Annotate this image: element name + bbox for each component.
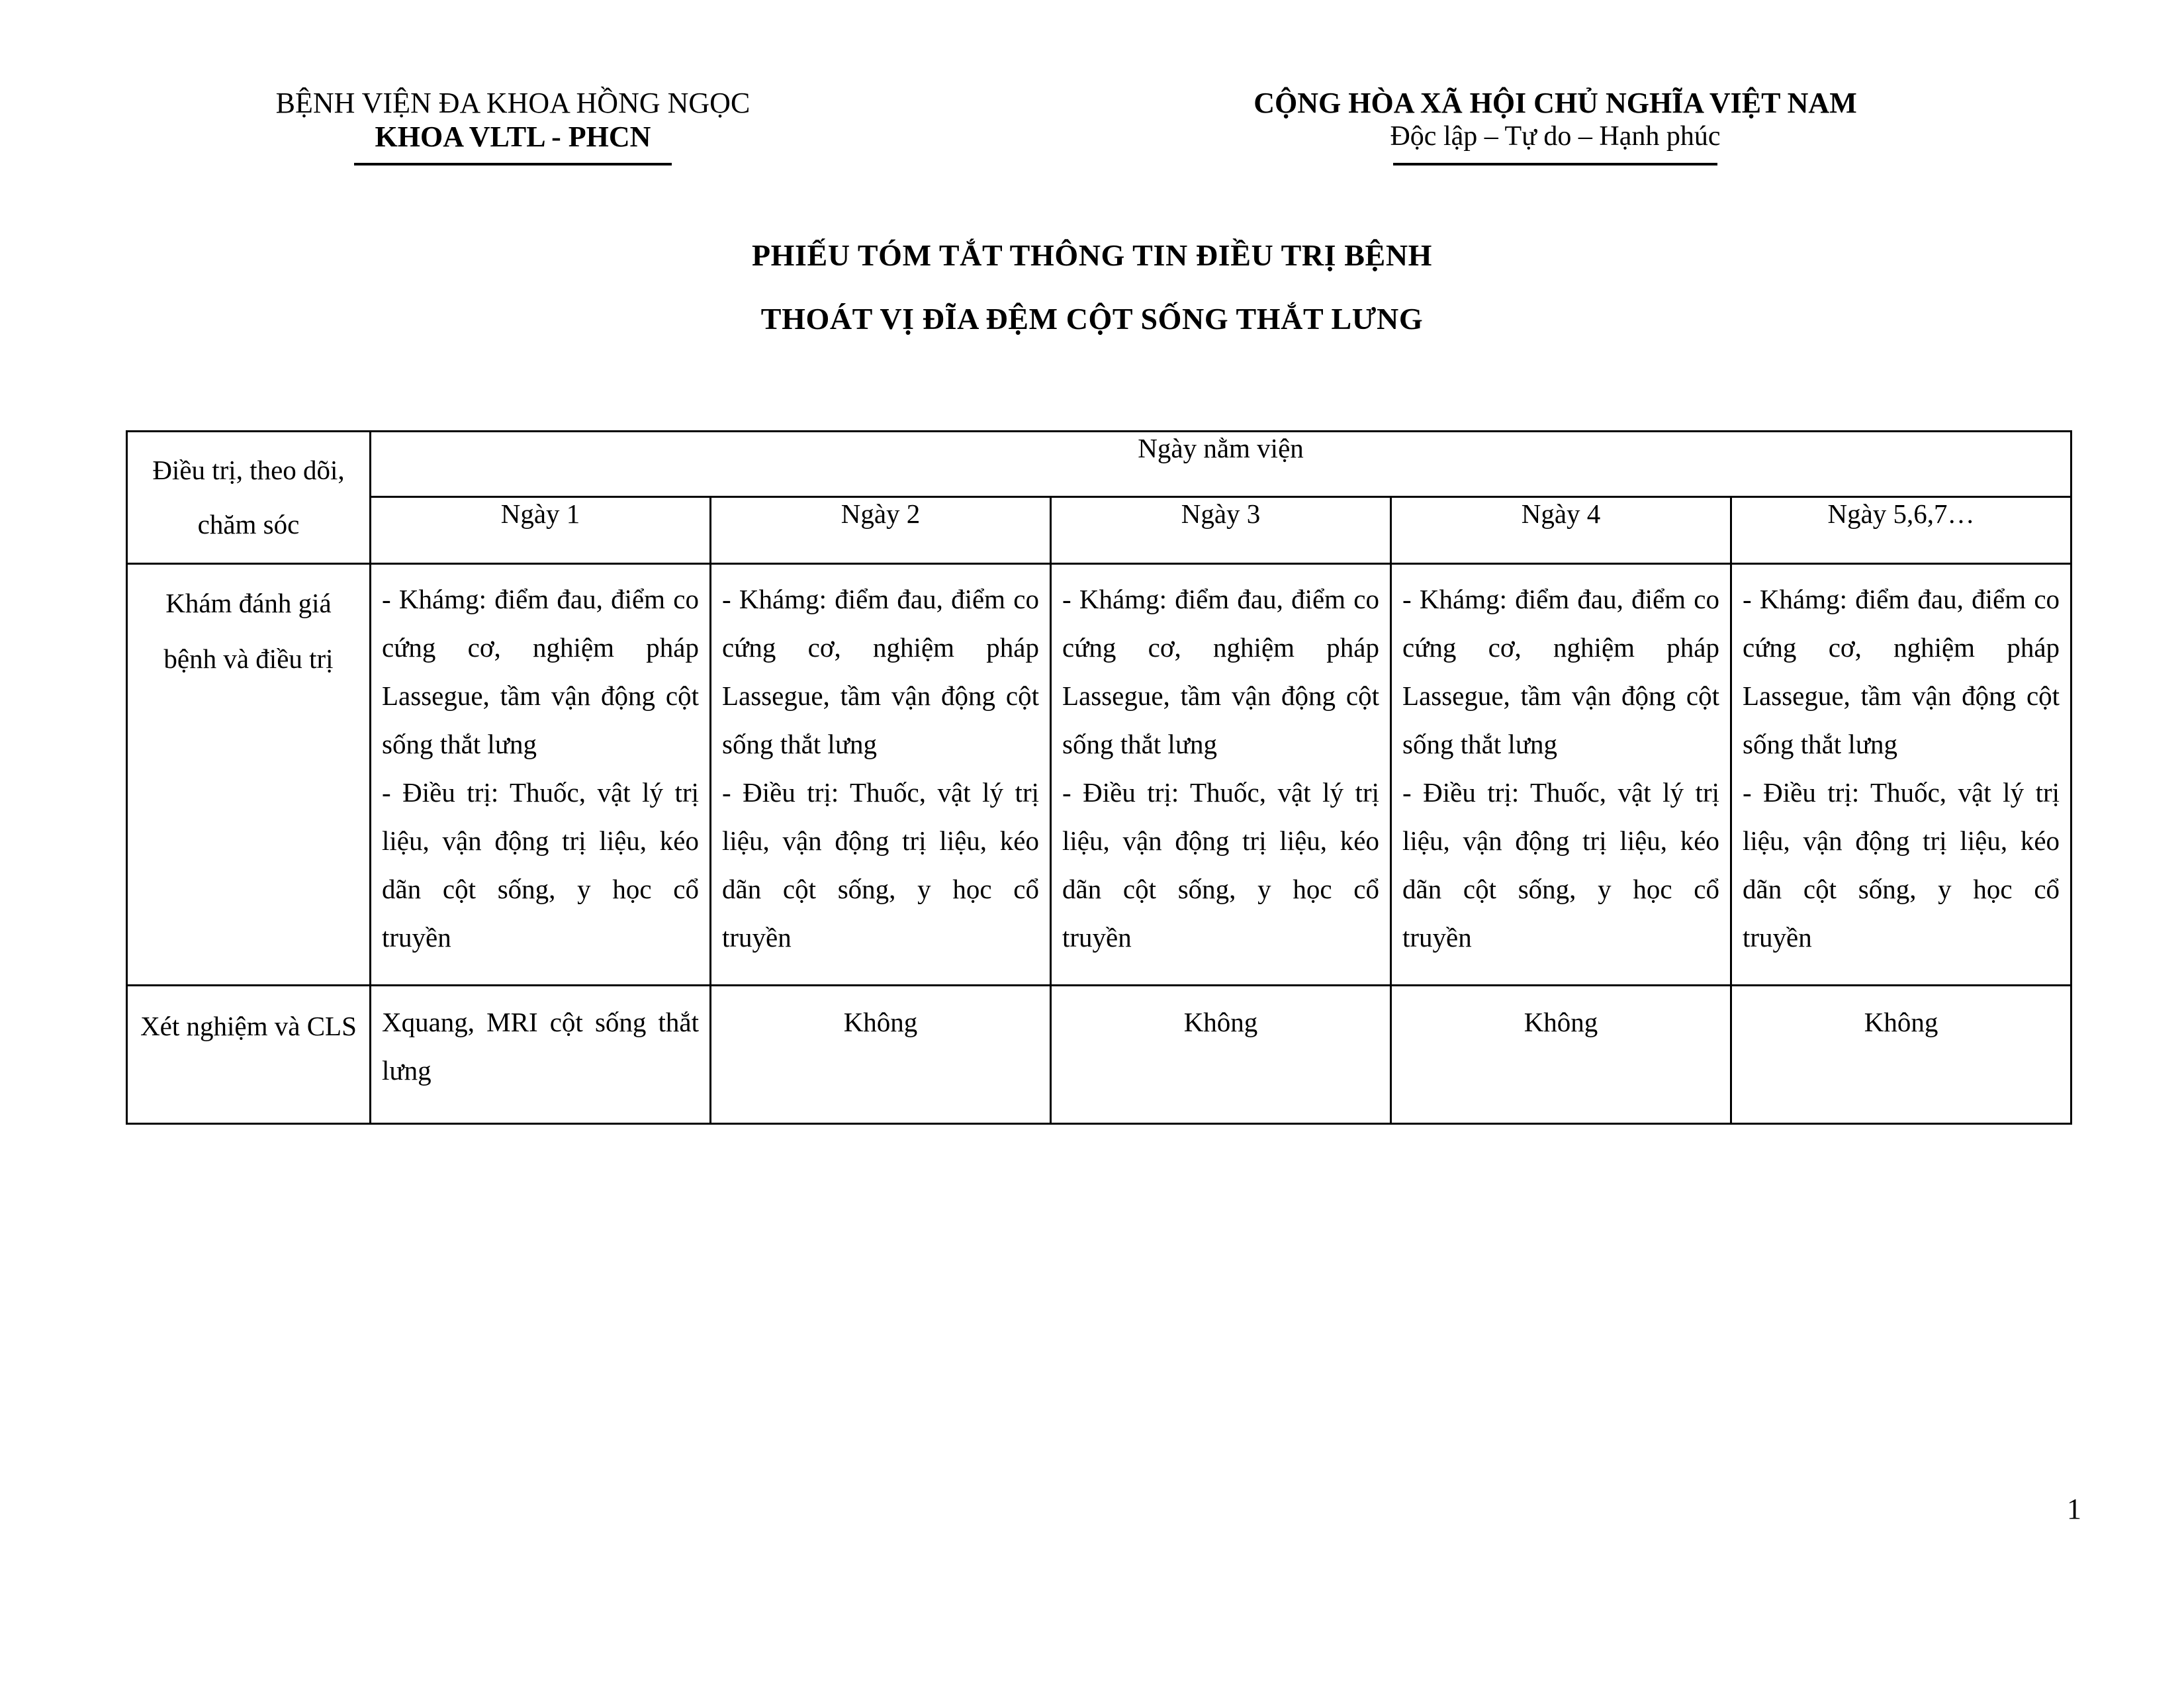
document-title-line-2: THOÁT VỊ ĐĨA ĐỆM CỘT SỐNG THẮT LƯNG	[760, 302, 1424, 336]
hospital-header-underline	[354, 163, 672, 165]
cell-examination-day-5-6-7-content	[1732, 565, 2070, 984]
header-group-label-text: Ngày nằm viện	[1138, 433, 1304, 463]
table-head	[127, 432, 2071, 564]
table-row-lab-tests	[127, 985, 2071, 1123]
row-label-lab-tests	[127, 985, 371, 1123]
header-day-3	[1051, 497, 1391, 564]
examination-day-1-para-1: - Khámg: điểm đau, điểm co cứng cơ, nghiệm pháp Lassegue, tầm vận động cột sống thắt lưng	[382, 584, 699, 759]
treatment-summary-table	[126, 430, 2072, 1125]
examination-day-3-para-1: - Khámg: điểm đau, điểm co cứng cơ, nghiệm pháp Lassegue, tầm vận động cột sống thắt lưng	[1062, 584, 1379, 759]
hospital-header-block	[165, 86, 860, 165]
cell-examination-day-4-content	[1392, 565, 1730, 984]
examination-day-2-para-1: - Khámg: điểm đau, điểm co cứng cơ, nghiệm pháp Lassegue, tầm vận động cột sống thắt lưng	[722, 584, 1039, 759]
hospital-name: BỆNH VIỆN ĐA KHOA HỒNG NGỌC	[275, 87, 751, 119]
header-day-5-6-7-text: Ngày 5,6,7…	[1827, 498, 1975, 529]
header-day-4-text: Ngày 4	[1521, 498, 1601, 529]
document-title	[0, 240, 2184, 334]
document-title-line-1: PHIẾU TÓM TẮT THÔNG TIN ĐIỀU TRỊ BỆNH	[751, 238, 1433, 272]
department-name: KHOA VLTL - PHCN	[375, 120, 651, 154]
cell-examination-day-1-content	[371, 565, 709, 984]
header-day-1-text: Ngày 1	[500, 498, 580, 529]
table-body	[127, 564, 2071, 1124]
header-corner-label	[127, 432, 371, 564]
row-label-lab-tests-text: Xét nghiệm và CLS	[140, 1010, 357, 1041]
header-day-1	[371, 497, 711, 564]
cell-lab-day-5-6-7	[1731, 985, 2071, 1123]
cell-lab-day-1	[371, 985, 711, 1123]
header-day-4	[1391, 497, 1731, 564]
examination-day-4-para-2: - Điều trị: Thuốc, vật lý trị liệu, vận động trị liệu, kéo dãn cột sống, y học cổ truyền	[1402, 776, 1719, 953]
cell-lab-day-1-text: Xquang, MRI cột sống thắt lưng	[382, 1006, 699, 1086]
examination-day-3-para-2: - Điều trị: Thuốc, vật lý trị liệu, vận động trị liệu, kéo dãn cột sống, y học cổ truyền	[1062, 776, 1379, 953]
table-header-row-days	[127, 497, 2071, 564]
cell-examination-day-4	[1391, 564, 1731, 986]
cell-lab-day-2	[711, 985, 1051, 1123]
cell-examination-day-3-content	[1052, 565, 1390, 984]
examination-day-4-para-1: - Khámg: điểm đau, điểm co cứng cơ, nghiệm pháp Lassegue, tầm vận động cột sống thắt lưng	[1402, 584, 1719, 759]
table-header-row-group	[127, 432, 2071, 497]
cell-lab-day-3-text: Không	[1183, 1006, 1258, 1037]
header-group-hospital-days	[371, 432, 2071, 497]
treatment-table-container	[126, 430, 2066, 1125]
cell-lab-day-5-6-7-text: Không	[1864, 1006, 1938, 1037]
examination-day-5-6-7-para-1: - Khámg: điểm đau, điểm co cứng cơ, nghiệm pháp Lassegue, tầm vận động cột sống thắt lưng	[1743, 584, 2060, 759]
header-day-2-text: Ngày 2	[841, 498, 921, 529]
examination-day-5-6-7-para-2: - Điều trị: Thuốc, vật lý trị liệu, vận động trị liệu, kéo dãn cột sống, y học cổ truyền	[1743, 776, 2060, 953]
table-row-examination	[127, 564, 2071, 986]
letterhead	[0, 86, 2184, 218]
cell-examination-day-5-6-7	[1731, 564, 2071, 986]
cell-lab-day-3	[1051, 985, 1391, 1123]
national-header-block	[1185, 86, 1926, 165]
header-day-3-text: Ngày 3	[1181, 498, 1261, 529]
header-day-2	[711, 497, 1051, 564]
row-label-examination-text: Khám đánh giá bệnh và điều trị	[163, 588, 334, 675]
header-day-5-6-7	[1731, 497, 2071, 564]
row-label-examination	[127, 564, 371, 986]
header-corner-label-text: Điều trị, theo dõi, chăm sóc	[152, 455, 345, 539]
cell-examination-day-2	[711, 564, 1051, 986]
page-number: 1	[2067, 1493, 2081, 1525]
national-header-underline	[1393, 163, 1717, 165]
cell-examination-day-2-content	[711, 565, 1050, 984]
cell-lab-day-4	[1391, 985, 1731, 1123]
cell-lab-day-2-text: Không	[843, 1006, 918, 1037]
cell-examination-day-3	[1051, 564, 1391, 986]
country-name: CỘNG HÒA XÃ HỘI CHỦ NGHĨA VIỆT NAM	[1253, 87, 1857, 119]
examination-day-1-para-2: - Điều trị: Thuốc, vật lý trị liệu, vận động trị liệu, kéo dãn cột sống, y học cổ truyền	[382, 776, 699, 953]
cell-lab-day-4-text: Không	[1524, 1006, 1598, 1037]
cell-examination-day-1	[371, 564, 711, 986]
national-motto: Độc lập – Tự do – Hạnh phúc	[1390, 121, 1721, 152]
examination-day-2-para-2: - Điều trị: Thuốc, vật lý trị liệu, vận động trị liệu, kéo dãn cột sống, y học cổ truyền	[722, 776, 1039, 953]
